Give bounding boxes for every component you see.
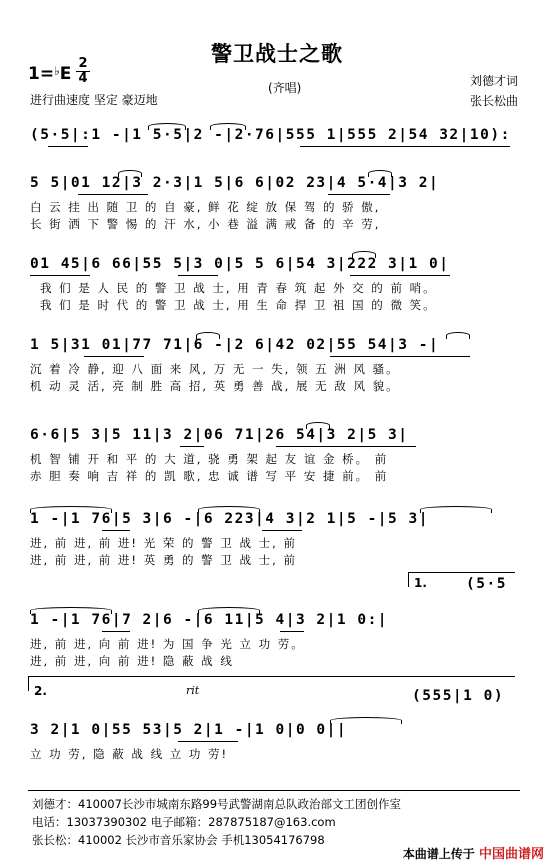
flat-icon: ♭ <box>54 64 60 78</box>
footer-divider <box>28 790 520 791</box>
slur-mark <box>368 170 392 177</box>
score-line-7-notes: 1 -|1 76|7 2|6 -|6 11|5 4|3 2|1 0:| <box>30 612 389 628</box>
beam-line <box>178 741 238 742</box>
lyric-line: 进, 前 进, 向 前 进! 为 国 争 光 立 功 劳。 <box>30 637 305 651</box>
score-line-5-notes: 6·6|5 3|5 11|3 2|06 71|26 54|3 2|5 3| <box>30 427 409 443</box>
ritardando-marking: rit <box>186 684 200 697</box>
beam-line <box>262 530 302 531</box>
score-line-2-notes: 5 5|01 12|3 2·3|1 5|6 6|02 23|4 5·4|3 2| <box>30 175 440 191</box>
beam-line <box>328 194 390 195</box>
watermark-prefix: 本曲谱上传于 <box>402 847 475 861</box>
tempo-marking: 进行曲速度 坚定 豪迈地 <box>30 93 158 107</box>
first-ending-number: 1. <box>414 576 427 590</box>
lyric-line: 我 们 是 人 民 的 警 卫 战 士, 用 青 春 筑 起 外 交 的 前 哨。 <box>40 281 437 295</box>
score-line-8-notes: 3 2|1 0|55 53|5 2|1 -|1 0|0 0|| <box>30 722 348 738</box>
beam-line <box>178 275 218 276</box>
key-signature <box>28 64 71 84</box>
beam-line <box>280 631 304 632</box>
slur-mark <box>198 506 260 513</box>
first-ending-notes: (5·5 <box>466 576 507 592</box>
song-title: 警卫战士之歌 <box>211 42 343 66</box>
beam-line <box>102 530 130 531</box>
watermark-logo-icon: 中国曲谱网 <box>478 847 544 862</box>
beam-line <box>300 146 510 147</box>
score-line-6-notes: 1 -|1 76|5 3|6 -|6 223|4 3|2 1|5 -|5 3| <box>30 511 429 527</box>
lyric-line: 我 们 是 时 代 的 警 卫 战 士, 用 生 命 捍 卫 祖 国 的 微 笑。 <box>40 298 437 312</box>
score-line-4-notes: 1 5|31 01|77 71|6 -|2 6|42 02|55 54|3 -| <box>30 337 440 353</box>
lyricist-credit: 刘德才词 <box>470 74 519 88</box>
lyric-line: 赤 胆 奏 响 吉 祥 的 凯 歌, 忠 诚 谱 写 平 安 捷 前。 前 <box>30 469 389 483</box>
slur-mark <box>30 506 112 513</box>
key-note: E <box>59 64 72 84</box>
performance-note: (齐唱) <box>268 81 302 95</box>
slur-mark <box>148 123 186 130</box>
lyric-line: 白 云 挂 出 随 卫 的 自 豪, 鲜 花 绽 放 保 驾 的 骄 傲, <box>30 200 381 214</box>
footer-lyricist-contact: 刘德才：410007长沙市城南东路99号武警湖南总队政治部文工团创作室 <box>32 797 402 811</box>
lyric-line: 长 街 洒 下 警 惕 的 汗 水, 小 巷 溢 满 戒 备 的 辛 劳, <box>30 217 381 231</box>
site-watermark <box>403 843 544 862</box>
second-ending-number: 2. <box>34 684 47 698</box>
slur-mark <box>330 717 402 724</box>
beam-line <box>276 446 416 447</box>
beam-line <box>48 146 88 147</box>
meter-bottom: 4 <box>78 71 88 86</box>
slur-mark <box>196 332 220 339</box>
score-line-3-notes: 01 45|6 66|55 5|3 0|5 5 6|54 3|222 3|1 0| <box>30 256 450 272</box>
tail-notes: (555|1 0) <box>412 688 505 704</box>
slur-mark <box>352 251 376 258</box>
slur-mark <box>306 422 330 429</box>
footer-composer-contact: 张长松：410002 长沙市音乐家协会 手机13054176798 <box>32 833 325 847</box>
beam-line <box>180 446 204 447</box>
slur-mark <box>118 170 142 177</box>
composer-credit: 张长松曲 <box>470 94 519 108</box>
beam-line <box>84 356 144 357</box>
key-prefix: 1= <box>28 64 55 84</box>
score-line-1-notes: (5·5|:1 -|1 5·5|2 -|2·76|555 1|555 2|54 32|10): <box>30 127 511 143</box>
beam-line <box>78 194 148 195</box>
beam-line <box>350 275 450 276</box>
meter-top: 2 <box>78 56 88 71</box>
slur-mark <box>210 123 246 130</box>
lyric-line: 机 动 灵 活, 亮 制 胜 高 招, 英 勇 善 战, 展 无 敌 风 貌。 <box>30 379 400 393</box>
footer-phone-email: 电话：13037390302 电子邮箱：287875187@163.com <box>32 815 336 829</box>
time-signature <box>76 58 90 85</box>
slur-mark <box>446 332 470 339</box>
slur-mark <box>420 506 492 513</box>
lyric-line: 进, 前 进, 前 进! 光 荣 的 警 卫 战 士, 前 <box>30 536 297 550</box>
lyric-line: 机 智 铺 开 和 平 的 大 道, 骁 勇 架 起 友 谊 金 桥。 前 <box>30 452 389 466</box>
beam-line <box>330 356 470 357</box>
beam-line <box>102 631 130 632</box>
lyric-line: 沉 着 冷 静, 迎 八 面 来 风, 万 无 一 失, 领 五 洲 风 骚。 <box>30 362 400 376</box>
lyric-line: 进, 前 进, 前 进! 英 勇 的 警 卫 战 士, 前 <box>30 553 297 567</box>
slur-mark <box>198 607 260 614</box>
beam-line <box>30 275 90 276</box>
lyric-line: 立 功 劳, 隐 蔽 战 线 立 功 劳! <box>30 747 229 761</box>
slur-mark <box>30 607 112 614</box>
lyric-line: 进, 前 进, 向 前 进! 隐 蔽 战 线 <box>30 654 234 668</box>
